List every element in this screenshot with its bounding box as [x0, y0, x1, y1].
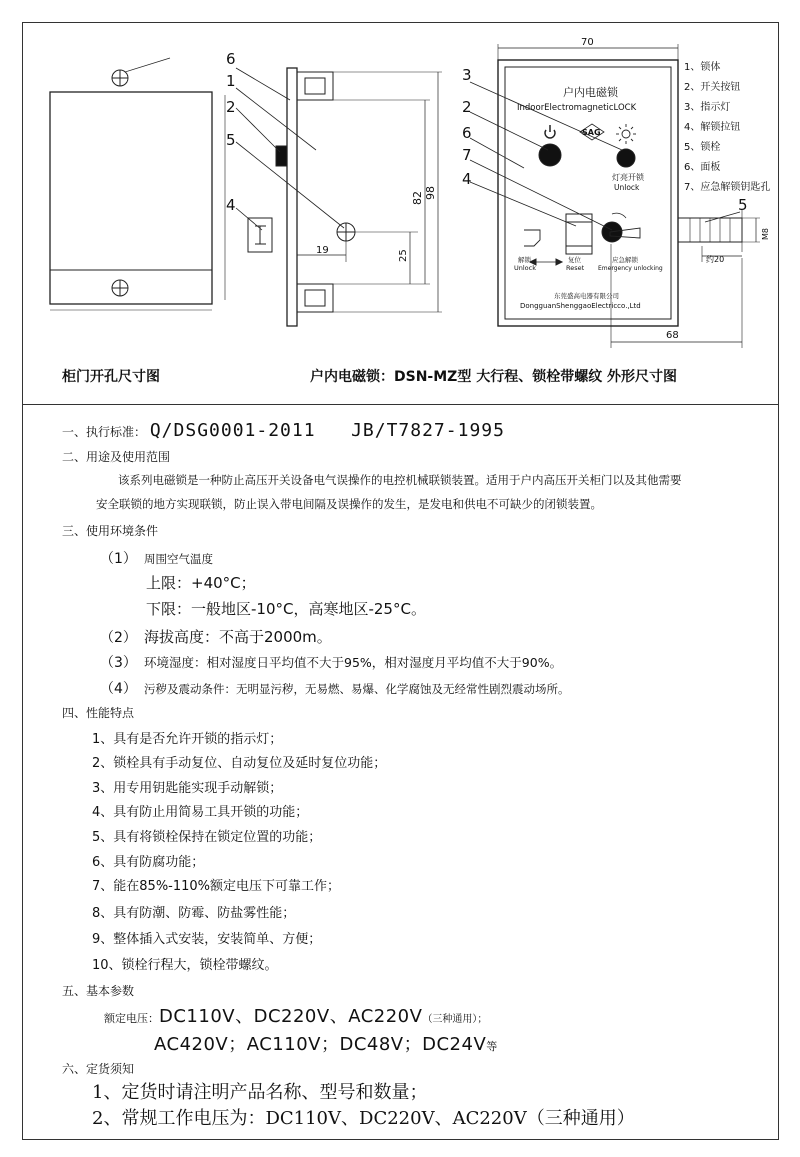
section-divider: [22, 404, 779, 405]
env-temp-lower: 下限：一般地区-10°C，高寒地区-25°C。: [146, 600, 426, 618]
section-usage-heading: 二、用途及使用范围: [62, 450, 171, 464]
feature-item-6: 6、具有防腐功能；: [92, 855, 205, 870]
panel-title-en: IndoorElectromagneticLOCK: [517, 103, 637, 113]
lamp-label-en: Unlock: [614, 183, 640, 192]
dim-d20: 约20: [706, 255, 725, 264]
legend-item-5: 5、锁栓: [684, 142, 721, 153]
unlock-label-cn: 解锁: [518, 256, 531, 264]
env-item-4-text: 污秽及震动条件：无明显污秽，无易燃、易爆、化学腐蚀及无经常性剧烈震动场所。: [144, 682, 570, 696]
voltage-label: 额定电压：: [104, 1012, 159, 1025]
env-temp-upper: 上限：+40°C；: [146, 574, 256, 592]
front-callout-2: 2: [462, 98, 472, 116]
feature-item-5: 5、具有将锁栓保持在锁定位置的功能；: [92, 830, 322, 845]
feature-item-9: 9、整体插入式安装，安装简单、方便；: [92, 932, 322, 947]
feature-item-10: 10、锁栓行程大，锁栓带螺纹。: [92, 958, 278, 973]
section-standard: [62, 420, 505, 441]
usage-line-2: 安全联锁的地方实现联锁，防止误入带电间隔及误操作的发生，是发电和供电不可缺少的闭锁装置。: [96, 497, 602, 511]
legend-item-3: 3、指示灯: [684, 102, 731, 113]
front-callout-4: 4: [462, 170, 472, 188]
dim-68: 68: [666, 330, 679, 341]
env-item-3: [100, 652, 562, 672]
emergency-label-en: Emergency unlocking: [598, 265, 663, 272]
legend-item-6: 6、面板: [684, 162, 721, 173]
company-en: DongguanShenggaoElectricco.,Ltd: [520, 302, 641, 310]
front-callout-3: 3: [462, 66, 472, 84]
feature-item-3: 3、用专用钥匙能实现手动解锁；: [92, 781, 283, 796]
power-icon: [545, 125, 555, 138]
front-callout-7: 7: [462, 146, 472, 164]
dim-19: 19: [316, 245, 329, 256]
order-note-1: 1、定货时请注明产品名称、型号和数量；: [92, 1082, 428, 1103]
legend-item-4: 4、解锁拉钮: [684, 122, 741, 133]
section-parameters-heading: 五、基本参数: [62, 984, 135, 998]
dim-m8: M8: [761, 228, 770, 240]
sun-icon: [616, 124, 636, 144]
legend-item-1: 1、锁体: [684, 62, 721, 73]
side-panel: [287, 68, 297, 326]
env-item-1: [100, 548, 213, 568]
feature-item-7: 7、能在85%-110%额定电压下可靠工作；: [92, 879, 341, 894]
env-item-2: [100, 626, 332, 647]
side-callout-5: 5: [226, 131, 236, 149]
brand-logo: SAG: [582, 128, 601, 137]
side-callout-4: 4: [226, 196, 236, 214]
section-order-heading: 六、定货须知: [62, 1062, 135, 1076]
reset-label-cn: 复位: [568, 256, 581, 264]
section-features-heading: 四、性能特点: [62, 706, 135, 720]
order-note-2: 2、常规工作电压为：DC110V、DC220V、AC220V（三种通用）: [92, 1108, 635, 1129]
voltage-row-2: [154, 1030, 497, 1056]
unlock-label-en: Unlock: [514, 264, 536, 272]
dim-70: 70: [581, 37, 594, 48]
env-item-1-num: （1）: [100, 551, 137, 567]
front-panel-outer: [498, 60, 678, 326]
left-caption: 柜门开孔尺寸图: [62, 369, 160, 385]
right-caption: 户内电磁锁：DSN-MZ型 大行程、锁栓带螺纹 外形尺寸图: [310, 369, 678, 385]
voltage-values-2: AC420V；AC110V；DC48V；DC24V: [154, 1034, 487, 1055]
side-callout-1: 1: [226, 72, 236, 90]
lamp-label-cn: 灯亮开锁: [612, 173, 644, 182]
front-callout-6: 6: [462, 124, 472, 142]
feature-item-8: 8、具有防潮、防霉、防盐雾性能；: [92, 906, 296, 921]
env-item-2-num: （2）: [100, 630, 137, 646]
unlock-pull-knob: [566, 214, 592, 254]
env-item-4: [100, 678, 570, 698]
dim-98: 98: [424, 186, 437, 200]
env-item-3-text: 环境湿度：相对湿度日平均值不大于95%，相对湿度月平均值不大于90%。: [144, 655, 563, 670]
env-item-4-num: （4）: [100, 681, 137, 697]
section-standard-heading: 一、执行标准：: [62, 425, 147, 439]
technical-drawing: [0, 0, 800, 400]
voltage-row-1: [104, 1002, 487, 1028]
env-item-1-text: 周围空气温度: [144, 552, 213, 566]
emergency-label-cn: 应急解锁: [612, 256, 638, 264]
standard-codes: Q/DSG0001-2011 JB/T7827-1995: [149, 420, 505, 441]
env-item-3-num: （3）: [100, 655, 137, 671]
dim-25: 25: [398, 249, 409, 262]
feature-item-4: 4、具有防止用简易工具开锁的功能；: [92, 805, 309, 820]
side-callout-2: 2: [226, 98, 236, 116]
usage-line-1: 该系列电磁锁是一种防止高压开关设备电气误操作的电控机械联锁装置。适用于户内高压开关柜门以及其他需要: [118, 473, 682, 487]
company-cn: 东莞盛高电器有限公司: [554, 292, 619, 300]
voltage-values-1: DC110V、DC220V、AC220V: [159, 1006, 423, 1027]
feature-item-2: 2、锁栓具有手动复位、自动复位及延时复位功能；: [92, 756, 387, 771]
side-callout-6: 6: [226, 50, 236, 68]
legend-item-2: 2、开关按钮: [684, 82, 741, 93]
feature-item-1: 1、具有是否允许开锁的指示灯；: [92, 732, 283, 747]
indicator-lamp: [617, 149, 635, 167]
env-item-2-text: 海拔高度：不高于2000m。: [144, 628, 332, 646]
door-outline: [50, 92, 212, 304]
section-environment-heading: 三、使用环境条件: [62, 524, 159, 538]
voltage-note-2: 等: [486, 1040, 498, 1053]
front-callout-5: 5: [738, 196, 748, 214]
reset-label-en: Reset: [566, 264, 585, 272]
voltage-note-1: （三种通用）；: [422, 1014, 488, 1025]
dim-82: 82: [411, 191, 424, 205]
legend-item-7: 7、应急解锁钥匙孔: [684, 182, 771, 193]
panel-title-cn: 户内电磁锁: [563, 86, 618, 99]
